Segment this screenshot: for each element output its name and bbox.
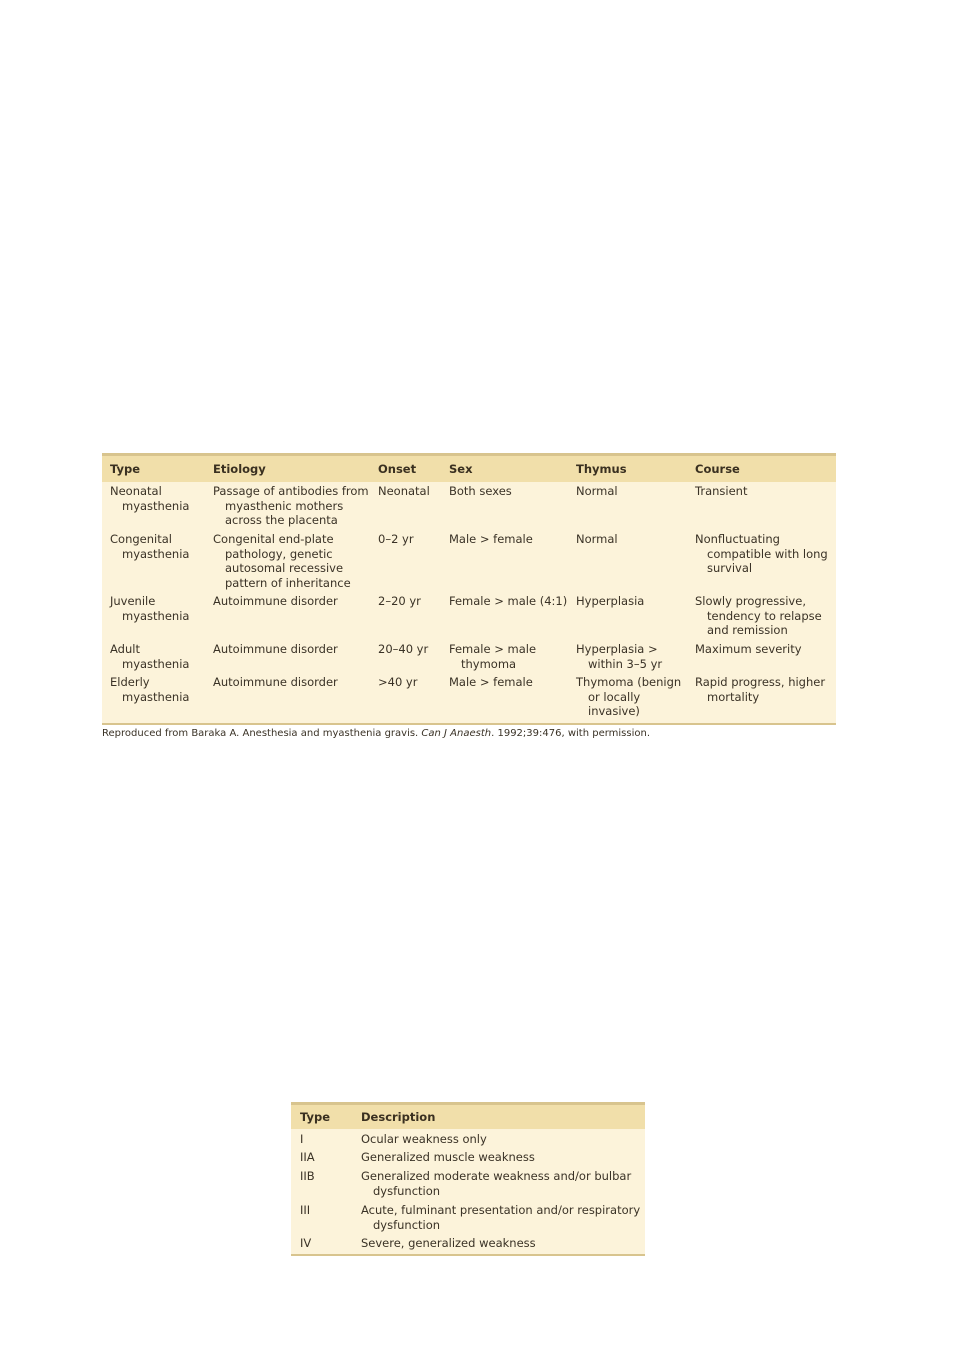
cell-thymus-line: Thymoma (benign — [576, 675, 682, 689]
cell-thymus — [576, 532, 618, 547]
cell-course-line: tendency to relapse — [707, 608, 822, 623]
cell-sex — [449, 484, 512, 499]
cell-sex — [449, 642, 536, 671]
header-sex: Sex — [449, 462, 473, 476]
cell-etiology — [213, 594, 338, 609]
cell-description-line: dysfunction — [373, 1183, 441, 1198]
header-type: Type — [110, 462, 141, 476]
myasthenia-classification-table — [291, 1102, 645, 1256]
cell-etiology — [213, 642, 338, 657]
cell-onset — [378, 484, 430, 499]
cell-type — [300, 1169, 315, 1184]
cell-type — [110, 532, 189, 561]
cell-type-line: myasthenia — [122, 498, 190, 513]
cell-type — [300, 1150, 315, 1165]
cell-type-line: IIA — [300, 1150, 315, 1164]
cell-onset — [378, 675, 417, 690]
cell-course — [695, 532, 828, 576]
cell-onset-line: 0–2 yr — [378, 532, 414, 546]
cell-onset — [378, 532, 414, 547]
header-course: Course — [695, 462, 740, 476]
cell-type-line: Juvenile — [110, 594, 156, 608]
cell-onset-line: >40 yr — [378, 675, 418, 689]
cell-description-line: Ocular weakness only — [361, 1132, 487, 1146]
cell-type-line: Adult — [110, 642, 140, 656]
table-footnote — [102, 728, 650, 740]
cell-description — [361, 1169, 631, 1198]
cell-description — [361, 1150, 535, 1165]
cell-type — [300, 1203, 310, 1218]
header-description: Description — [361, 1110, 436, 1124]
cell-onset-line: 20–40 yr — [378, 642, 429, 656]
cell-thymus-line: Hyperplasia — [576, 594, 645, 608]
cell-description-line: Generalized moderate weakness and/or bulbar — [361, 1169, 632, 1183]
cell-type-line: myasthenia — [122, 608, 190, 623]
cell-onset — [378, 642, 428, 657]
cell-thymus-line: Normal — [576, 484, 618, 498]
cell-sex-line: Both sexes — [449, 484, 512, 498]
cell-course-line: Transient — [695, 484, 748, 498]
cell-sex — [449, 675, 533, 690]
cell-sex — [449, 594, 567, 609]
cell-etiology-line: autosomal recessive — [225, 561, 344, 576]
cell-course-line: Maximum severity — [695, 642, 802, 656]
cell-etiology-line: Congenital end-plate — [213, 532, 334, 546]
cell-course-line: survival — [707, 561, 753, 576]
cell-etiology-line: Autoimmune disorder — [213, 675, 338, 689]
cell-type-line: Congenital — [110, 532, 172, 546]
cell-course-line: Rapid progress, higher — [695, 675, 826, 689]
header-type: Type — [300, 1110, 331, 1124]
cell-course — [695, 642, 802, 657]
footnote-journal: Can J Anaesth — [421, 728, 492, 739]
table-header-band — [291, 1105, 645, 1129]
cell-onset-line: 2–20 yr — [378, 594, 421, 608]
cell-etiology — [213, 675, 338, 690]
header-etiology: Etiology — [213, 462, 266, 476]
cell-etiology — [213, 532, 351, 590]
cell-sex-line: Female > male — [449, 642, 537, 656]
header-thymus: Thymus — [576, 462, 627, 476]
cell-type-line: myasthenia — [122, 656, 190, 671]
cell-type — [110, 642, 189, 671]
cell-type — [300, 1236, 311, 1251]
cell-course — [695, 484, 747, 499]
cell-thymus — [576, 675, 681, 719]
cell-type — [300, 1132, 303, 1147]
cell-sex-line: Female > male (4:1) — [449, 594, 568, 608]
cell-description-line: dysfunction — [373, 1217, 441, 1232]
cell-type-line: myasthenia — [122, 546, 190, 561]
cell-description — [361, 1132, 487, 1147]
cell-thymus — [576, 484, 618, 499]
myasthenia-types-table — [102, 453, 836, 725]
cell-type-line: IIB — [300, 1169, 315, 1183]
cell-description — [361, 1203, 640, 1232]
cell-etiology-line: Autoimmune disorder — [213, 642, 338, 656]
cell-type — [110, 484, 189, 513]
cell-course-line: and remission — [707, 623, 788, 638]
footnote-citation: . 1992;39:476, with permission. — [491, 728, 651, 739]
cell-sex-line: Male > female — [449, 675, 533, 689]
cell-thymus-line: invasive) — [588, 704, 640, 719]
cell-course-line: Nonfluctuating — [695, 532, 780, 546]
cell-etiology-line: pathology, genetic — [225, 546, 333, 561]
cell-description-line: Acute, fulminant presentation and/or respiratory — [361, 1203, 641, 1217]
cell-etiology-line: Autoimmune disorder — [213, 594, 338, 608]
cell-etiology — [213, 484, 369, 528]
cell-etiology-line: myasthenic mothers — [225, 498, 344, 513]
cell-etiology-line: Passage of antibodies from — [213, 484, 369, 498]
cell-thymus-line: Normal — [576, 532, 618, 546]
cell-course — [695, 594, 822, 638]
cell-onset — [378, 594, 421, 609]
cell-course-line: compatible with long — [707, 546, 828, 561]
cell-thymus-line: or locally — [588, 689, 641, 704]
cell-type-line: Neonatal — [110, 484, 162, 498]
cell-description-line: Severe, generalized weakness — [361, 1236, 536, 1250]
cell-sex-line: thymoma — [461, 656, 517, 671]
cell-onset-line: Neonatal — [378, 484, 430, 498]
cell-thymus — [576, 594, 644, 609]
cell-thymus — [576, 642, 662, 671]
cell-course-line: Slowly progressive, — [695, 594, 806, 608]
cell-description — [361, 1236, 536, 1251]
cell-sex-line: Male > female — [449, 532, 533, 546]
cell-type — [110, 594, 189, 623]
header-onset: Onset — [378, 462, 417, 476]
cell-course-line: mortality — [707, 689, 760, 704]
cell-thymus-line: within 3–5 yr — [588, 656, 663, 671]
cell-type-line: Elderly — [110, 675, 150, 689]
cell-description-line: Generalized muscle weakness — [361, 1150, 535, 1164]
cell-type-line: III — [300, 1203, 311, 1217]
cell-course — [695, 675, 825, 704]
cell-type-line: myasthenia — [122, 689, 190, 704]
cell-type-line: I — [300, 1132, 304, 1146]
cell-thymus-line: Hyperplasia > — [576, 642, 658, 656]
cell-type-line: IV — [300, 1236, 312, 1250]
cell-sex — [449, 532, 533, 547]
cell-etiology-line: pattern of inheritance — [225, 575, 351, 590]
cell-type — [110, 675, 189, 704]
footnote-text: Reproduced from Baraka A. Anesthesia and myasthenia gravis. — [102, 728, 422, 739]
cell-etiology-line: across the placenta — [225, 513, 338, 528]
